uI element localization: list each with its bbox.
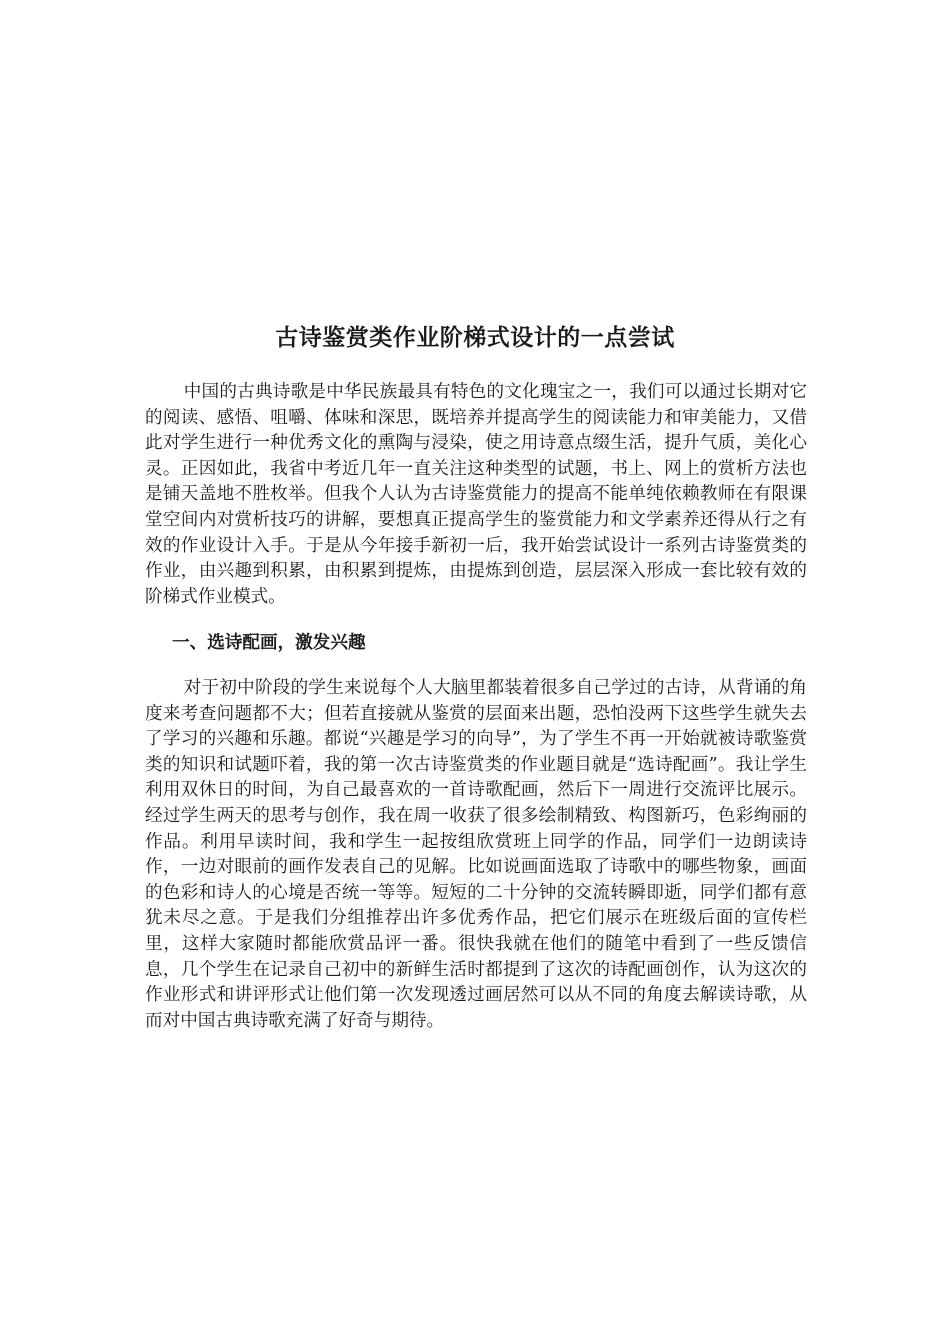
section-heading: 一、选诗配画，激发兴趣 xyxy=(172,633,366,653)
document-title: 古诗鉴赏类作业阶梯式设计的一点尝试 xyxy=(275,324,675,351)
intro-paragraph: 中国的古典诗歌是中华民族最具有特色的文化瑰宝之一，我们可以通过长期对它的阅读、感悟、咀嚼、体味和深思，既培养并提高学生的阅读能力和审美能力，又借此对学生进行一种优秀文化的熏陶与浸染，使之用诗意点缀生活，提升气质，美化心灵。正因如此，我省中考近几年一直关注这种类型的试题，书上、网上的赏析方法也是铺天盖地不胜枚举。但我个人认为古诗鉴赏能力的提高不能单纯依赖教师在有限课堂空间内对赏析技巧的讲解，要想真正提高学生的鉴赏能力和文学素养还得从行之有效的作业设计入手。于是从今年接手新初一后，我开始尝试设计一系列古诗鉴赏类的作业，由兴趣到积累，由积累到提炼，由提炼到创造，层层深入形成一套比较有效的阶梯式作业模式。 xyxy=(145,382,807,607)
section-paragraph: 对于初中阶段的学生来说每个人大脑里都装着很多自己学过的古诗，从背诵的角度来考查问题都不大；但若直接就从鉴赏的层面来出题，恐怕没两下这些学生就失去了学习的兴趣和乐趣。都说“兴趣是学习的向导”，为了学生不再一开始就被诗歌鉴赏类的知识和试题吓着，我的第一次古诗鉴赏类的作业题目就是“选诗配画”。我让学生利用双休日的时间，为自己最喜欢的一首诗歌配画，然后下一周进行交流评比展示。经过学生两天的思考与创作，我在周一收获了很多绘制精致、构图新巧，色彩绚丽的作品。利用早读时间，我和学生一起按组欣赏班上同学的作品，同学们一边朗读诗作，一边对眼前的画作发表自己的见解。比如说画面选取了诗歌中的哪些物象，画面的色彩和诗人的心境是否统一等等。短短的二十分钟的交流转瞬即逝，同学们都有意犹未尽之意。于是我们分组推荐出许多优秀作品，把它们展示在班级后面的宣传栏里，这样大家随时都能欣赏品评一番。很快我就在他们的随笔中看到了一些反馈信息，几个学生在记录自己初中的新鲜生活时都提到了这次的诗配画创作，认为这次的作业形式和讲评形式让他们第一次发现透过画居然可以从不同的角度去解读诗歌，从而对中国古典诗歌充满了好奇与期待。 xyxy=(145,678,807,1031)
